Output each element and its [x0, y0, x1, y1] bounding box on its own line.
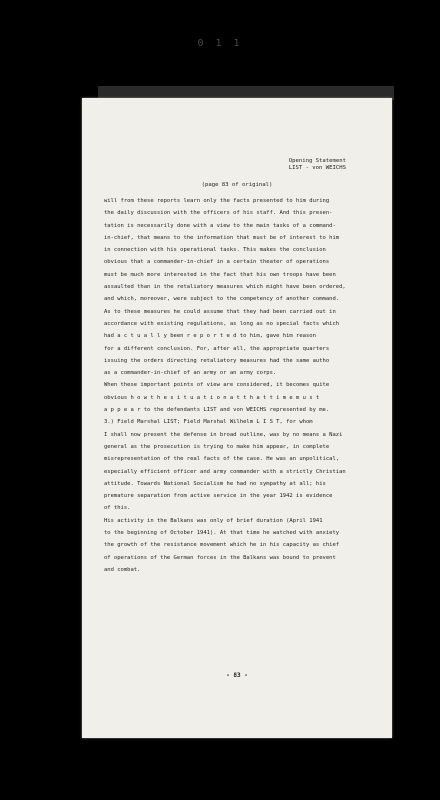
text-line: a p p e a r to the defendants LIST and von WEICHS represented by me. [104, 407, 330, 414]
text-line: for a different conclusion. For, after all, the appropriate quarters [104, 345, 330, 352]
text-line: in-chief, that means to the information that must be of interest to him [104, 234, 340, 241]
text-line: premature separation from active service in the year 1942 is evidence [104, 493, 333, 500]
microfilm-frame-mark: 0 1 1 [197, 38, 243, 49]
document-page [82, 98, 392, 738]
text-line: attitude. Towards National Socialism he had no sympathy at all; his [104, 480, 326, 487]
text-line: as a commander-in-chief of an army or an army corps. [104, 370, 277, 377]
text-line: the daily discussion with the officers of his staff. And this presen- [104, 210, 333, 217]
text-line: 3.) Field Marshal LIST; Field Marshal Wilhelm L I S T, for whom [104, 419, 313, 426]
text-line: As to these measures he could assume that they had been carried out in [104, 308, 336, 315]
text-line: of operations of the German forces in the Balkans was bound to prevent [104, 554, 336, 561]
paragraph [104, 379, 384, 514]
paragraph [104, 515, 384, 576]
text-line: the growth of the resistance movement which he in his capacity as chief [104, 542, 340, 549]
text-line: I shall now present the defense in broad outline, was by no means a Nazi [104, 431, 343, 438]
text-line: to the beginning of October 1941). At that time he watched with anxiety [104, 530, 340, 537]
header-title: Opening Statement [288, 158, 346, 164]
paragraph [104, 195, 384, 379]
header-case: LIST - von WEICHS [288, 165, 346, 171]
text-line: accordance with existing regulations, as long as no special facts which [104, 320, 340, 327]
text-line: tation is necessarily done with a view to the main tasks of a command- [104, 222, 336, 229]
text-line: and which, moreover, were subject to the competency of another command. [104, 296, 340, 303]
page-reference: (page 83 of original) [201, 182, 273, 188]
text-line: and combat. [104, 566, 141, 573]
text-line: general as the prosecution is trying to make him appear, in complete [104, 443, 330, 450]
text-line: issuing the orders directing retaliatory measures had the same autho [104, 357, 330, 364]
text-line: in connection with his operational tasks. This makes the conclusion [104, 247, 326, 254]
text-line: misrepresentation of the real facts of the case. He was an unpolitical, [104, 456, 340, 463]
text-line: had a c t u a l l y been r e p o r t e d to him, gave him reason [104, 333, 316, 340]
document-body [104, 195, 384, 576]
text-line: will from these reports learn only the facts presented to him during [104, 198, 330, 204]
text-line: of this. [104, 505, 131, 512]
text-line: When these important points of view are considered, it becomes quite [104, 382, 330, 389]
document-header [289, 158, 346, 172]
text-line: assaulted than in the retaliatory measures which might have been ordered, [104, 284, 346, 291]
text-line: especially efficient officer and army commander with a strictly Christian [104, 468, 346, 475]
text-line: obvious h o w t h e s i t u a t i o n a t t h a t t i m e m u s t [104, 394, 320, 401]
text-line: must be much more interested in the fact that his own troops have been [104, 271, 336, 278]
page-number: - 83 - [226, 672, 248, 679]
text-line: His activity in the Balkans was only of brief duration (April 1941 [104, 517, 323, 524]
text-line: obvious that a commander-in-chief in a certain theater of operations [104, 259, 330, 266]
